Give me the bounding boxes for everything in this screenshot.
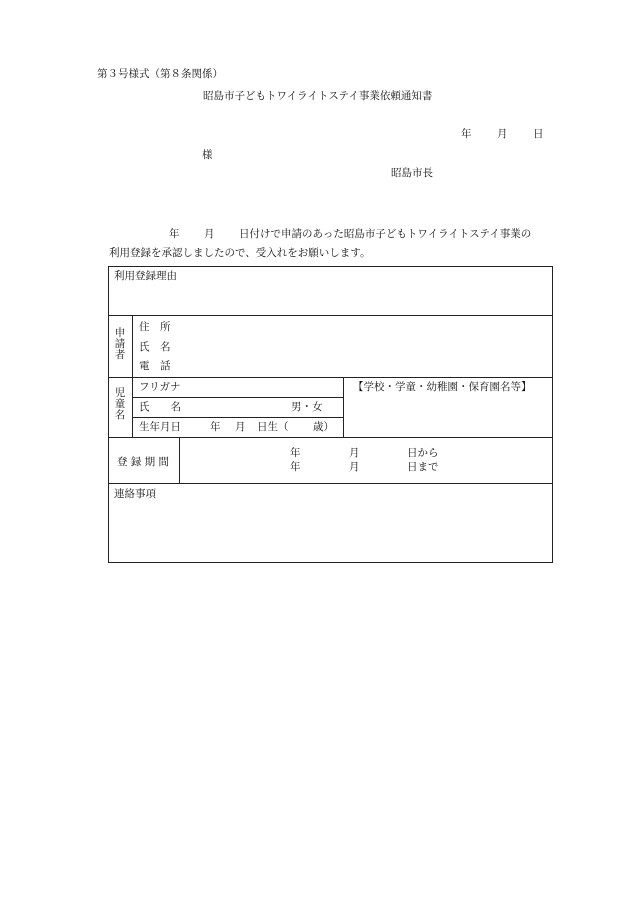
rule-furigana-bottom — [132, 397, 343, 398]
child-school-label: 【学校・学童・幼稚園・保育園名等】 — [353, 381, 532, 393]
child-age: 歳） — [313, 421, 334, 433]
period-to-day: 日まで — [407, 461, 439, 473]
date-month-label: 月 — [497, 128, 508, 140]
period-to-year: 年 — [290, 461, 301, 473]
rule-reason-bottom — [109, 315, 552, 316]
date-year-label: 年 — [461, 128, 472, 140]
applicant-address-label: 住 所 — [139, 321, 171, 333]
child-birth-day: 日生（ — [257, 421, 289, 433]
rule-applicant-bottom — [109, 377, 552, 378]
date-day-label: 日 — [533, 128, 544, 140]
contact-notes-label: 連絡事項 — [114, 488, 156, 500]
rule-group-divider — [132, 315, 133, 437]
sender-name: 昭島市長 — [391, 167, 433, 179]
child-birth-month: 月 — [235, 421, 246, 433]
child-birth-year: 年 — [210, 421, 221, 433]
period-label: 登 録 期 間 — [117, 456, 170, 468]
applicant-phone-label: 電 話 — [139, 360, 171, 372]
request-table — [108, 266, 553, 563]
child-gender-label: 男・女 — [291, 401, 323, 413]
child-name-label: 氏 名 — [139, 401, 181, 413]
body-year: 年 — [169, 228, 180, 240]
body-line2: 利用登録を承認しましたので、受入れをお願いします。 — [109, 247, 371, 259]
body-line1: 日付けで申請のあった昭島市子どもトワイライトステイ事業の — [239, 228, 532, 240]
rule-child-bottom — [109, 437, 552, 438]
body-month: 月 — [204, 228, 215, 240]
rule-school-divider — [343, 377, 344, 437]
period-to-month: 月 — [349, 461, 360, 473]
child-furigana-label: フリガナ — [139, 381, 181, 393]
document-title: 昭島市子どもトワイライトステイ事業依頼通知書 — [203, 90, 433, 102]
rule-period-divider — [179, 437, 180, 483]
child-group-label: 児 童 名 — [114, 387, 126, 421]
reason-label: 利用登録理由 — [114, 270, 177, 282]
child-birth-label: 生年月日 — [139, 421, 181, 433]
form-number: 第３号様式（第８条関係） — [97, 68, 223, 80]
period-from-month: 月 — [349, 447, 360, 459]
rule-period-bottom — [109, 483, 552, 484]
applicant-group-label: 申 請 者 — [114, 327, 126, 361]
rule-childname-bottom — [132, 417, 343, 418]
period-from-year: 年 — [290, 447, 301, 459]
addressee-honorific: 様 — [202, 149, 213, 161]
period-from-day: 日から — [407, 447, 439, 459]
applicant-name-label: 氏 名 — [139, 341, 171, 353]
